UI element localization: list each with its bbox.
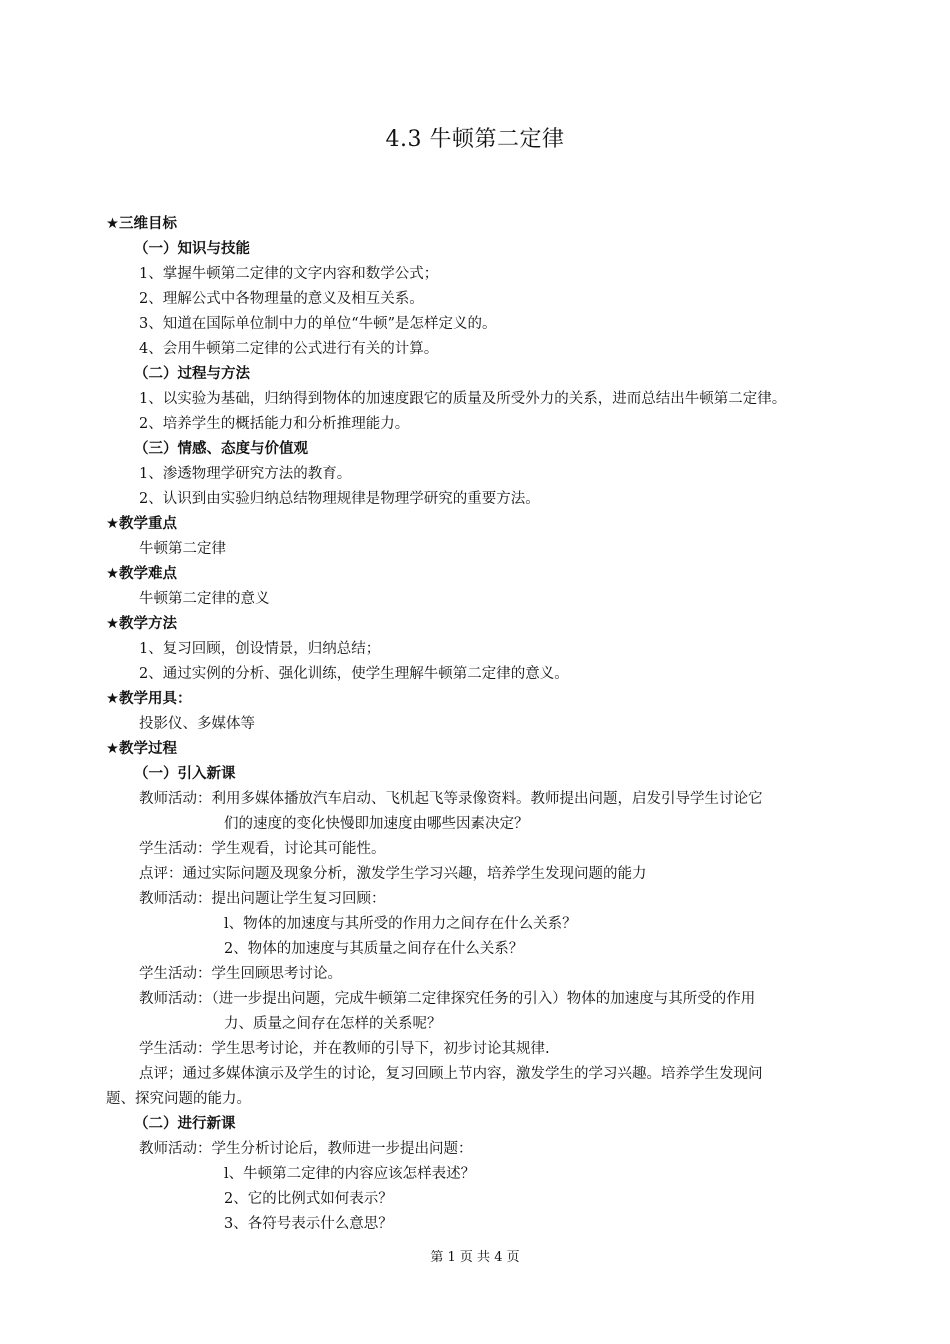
section-heading: ★三维目标	[106, 216, 177, 232]
text-line: 们的速度的变化快慢即加速度由哪些因素决定？	[224, 816, 529, 832]
text-line: 题、探究问题的能力。	[106, 1091, 251, 1107]
text-line: 教师活动：（进一步提出问题，完成牛顿第二定律探究任务的引入）物体的加速度与其所受的作用	[139, 991, 756, 1007]
section-heading: （一）引入新课	[134, 766, 236, 782]
text-line: 3、各符号表示什么意思？	[224, 1216, 393, 1232]
text-line: 2、它的比例式如何表示？	[224, 1191, 393, 1207]
section-heading: （一）知识与技能	[134, 241, 250, 257]
text-line: 教师活动：提出问题让学生复习回顾：	[139, 891, 386, 907]
section-heading: （二）过程与方法	[134, 366, 250, 382]
text-line: 学生活动：学生思考讨论，并在教师的引导下，初步讨论其规律.	[139, 1041, 550, 1057]
section-heading: ★教学方法	[106, 616, 177, 632]
text-line: 教师活动：利用多媒体播放汽车启动、飞机起飞等录像资料。教师提出问题，启发引导学生讨论它	[139, 791, 763, 807]
text-line: 2、通过实例的分析、强化训练，使学生理解牛顿第二定律的意义。	[139, 666, 569, 682]
page-footer: 第 1 页 共 4 页	[430, 1250, 520, 1265]
text-line: 2、认识到由实验归纳总结物理规律是物理学研究的重要方法。	[139, 491, 540, 507]
section-heading: ★教学过程	[106, 741, 177, 757]
section-heading: （三）情感、态度与价值观	[134, 441, 308, 457]
text-line: 教师活动：学生分析讨论后，教师进一步提出问题：	[139, 1141, 473, 1157]
text-line: 牛顿第二定律的意义	[139, 591, 270, 607]
section-heading: （二）进行新课	[134, 1116, 236, 1132]
document-title: 4.3 牛顿第二定律	[385, 127, 565, 152]
text-line: 牛顿第二定律	[139, 541, 226, 557]
text-line: 学生活动：学生观看，讨论其可能性。	[139, 841, 386, 857]
text-line: 1、以实验为基础，归纳得到物体的加速度跟它的质量及所受外力的关系，进而总结出牛顿第二定律。	[139, 391, 787, 407]
text-line: 投影仪、多媒体等	[139, 716, 255, 732]
text-line: 2、物体的加速度与其质量之间存在什么关系？	[224, 941, 524, 957]
text-line: 点评；通过多媒体演示及学生的讨论，复习回顾上节内容，激发学生的学习兴趣。培养学生发现问	[139, 1066, 763, 1082]
text-line: 2、理解公式中各物理量的意义及相互关系。	[139, 291, 424, 307]
text-line: 点评：通过实际问题及现象分析，激发学生学习兴趣，培养学生发现问题的能力	[139, 866, 647, 882]
section-heading: ★教学用具：	[106, 691, 192, 707]
text-line: 1、掌握牛顿第二定律的文字内容和数学公式；	[139, 266, 439, 282]
text-line: 4、会用牛顿第二定律的公式进行有关的计算。	[139, 341, 439, 357]
text-line: l、物体的加速度与其所受的作用力之间存在什么关系？	[224, 916, 577, 932]
document-body	[106, 212, 850, 1237]
text-line: 1、复习回顾，创设情景，归纳总结；	[139, 641, 381, 657]
text-line: 2、培养学生的概括能力和分析推理能力。	[139, 416, 410, 432]
text-line: 3、知道在国际单位制中力的单位“牛顿”是怎样定义的。	[139, 316, 497, 332]
text-line: 1、渗透物理学研究方法的教育。	[139, 466, 352, 482]
text-line: l、牛顿第二定律的内容应该怎样表述？	[224, 1166, 476, 1182]
text-line: 学生活动：学生回顾思考讨论。	[139, 966, 342, 982]
text-line: 力、质量之间存在怎样的关系呢？	[224, 1016, 442, 1032]
section-heading: ★教学重点	[106, 516, 177, 532]
section-heading: ★教学难点	[106, 566, 177, 582]
